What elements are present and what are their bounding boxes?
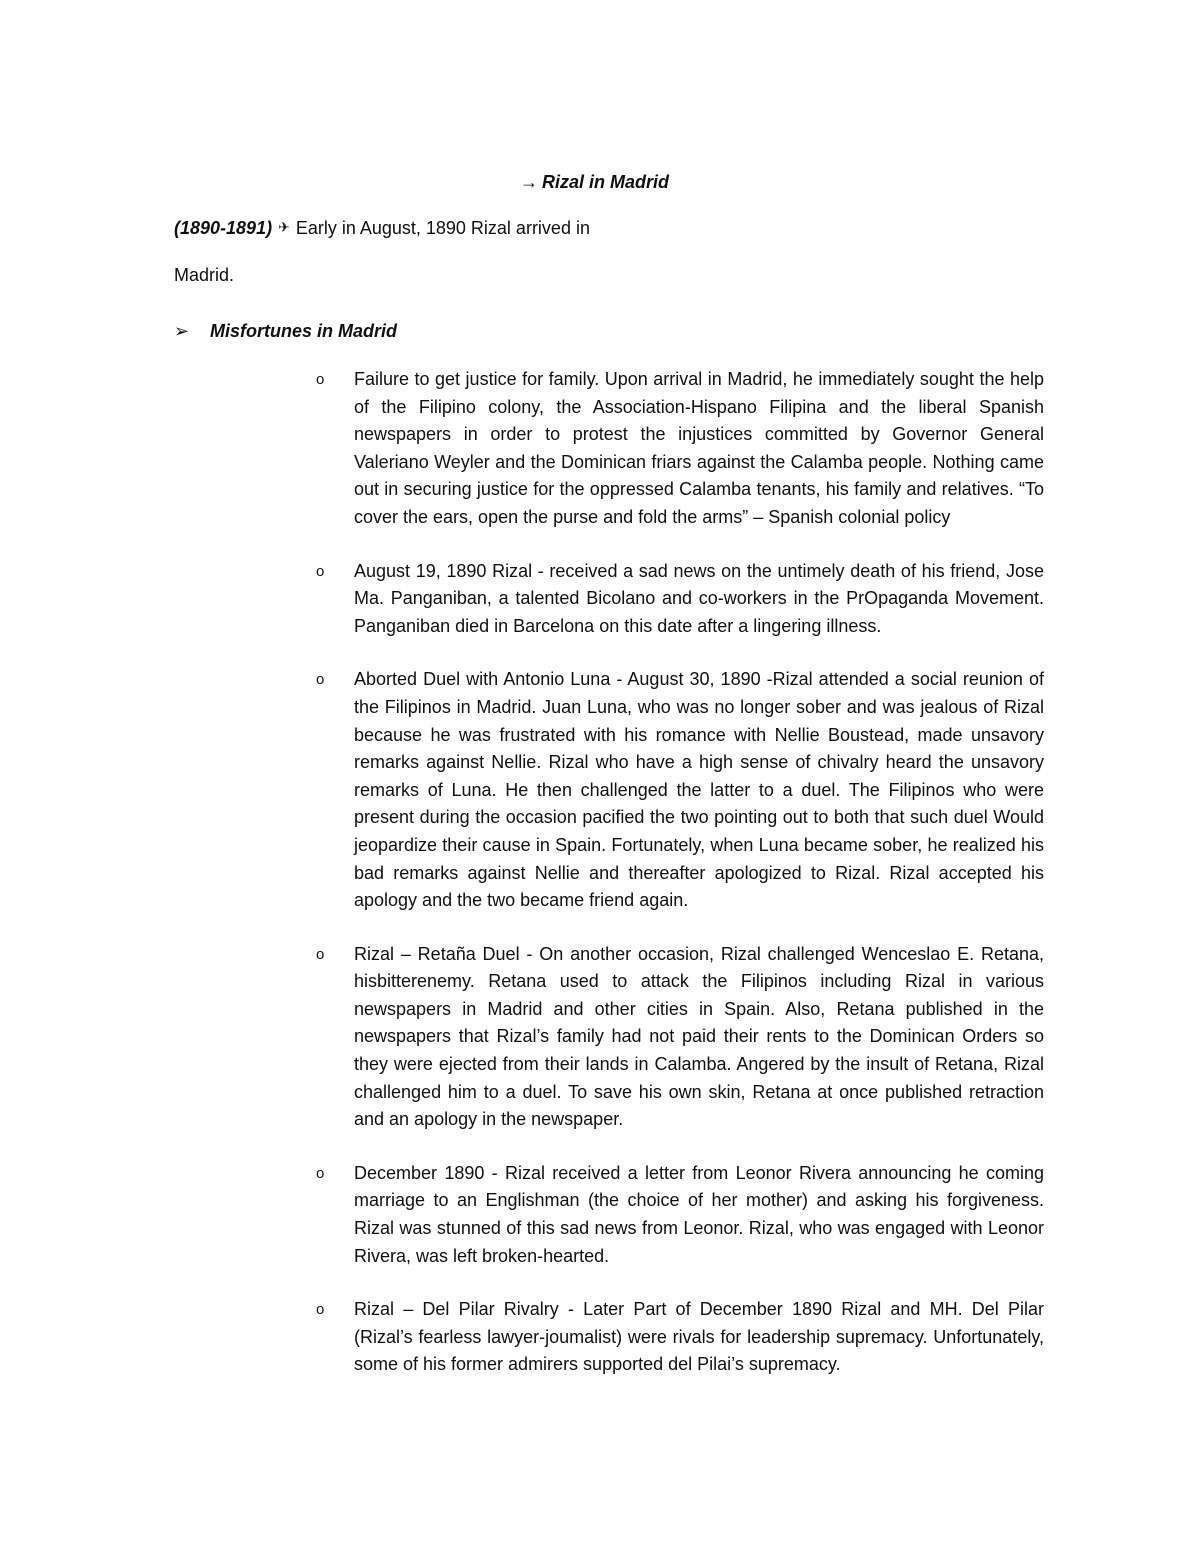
circle-bullet-icon: o xyxy=(316,671,325,689)
list-item xyxy=(316,1160,1044,1270)
list-item-text: Rizal – Del Pilar Rivalry - Later Part of December 1890 Rizal and MH. Del Pilar (Rizal’s fearless lawyer-joumalist) were rivals for leadership supremacy. Unfortunately, some of his former admirers supported del Pilai’s supremacy. xyxy=(354,1299,1044,1375)
arrowhead-bullet-icon: ➢ xyxy=(174,321,190,341)
intro-text: Early in August, 1890 Rizal arrived in xyxy=(295,218,590,238)
list-item xyxy=(316,666,1044,914)
misfortunes-list xyxy=(316,366,1044,1405)
airplane-icon: ✈ xyxy=(278,219,290,235)
list-item-text: Aborted Duel with Antonio Luna - August 30, 1890 -Rizal attended a social reunion of the Filipinos in Madrid. Juan Luna, who was no longer sober and was jealous of Rizal because he was frustrated with his romance with Nellie Boustead, made unsavory remarks against Nellie. Rizal who have a high sense of chivalry heard the unsavory remarks of Luna. He then challenged the latter to a duel. The Filipinos who were present during the occasion pacified the two pointing out to both that such duel Would jeopardize their cause in Spain. Fortunately, when Luna became sober, he realized his bad remarks against Nellie and thereafter apologized to Rizal. Rizal accepted his apology and the two became friend again. xyxy=(354,669,1044,911)
list-item xyxy=(316,941,1044,1134)
list-item xyxy=(316,1296,1044,1379)
list-item xyxy=(316,366,1044,532)
circle-bullet-icon: o xyxy=(316,562,325,580)
circle-bullet-icon: o xyxy=(316,1164,325,1182)
list-item-text: Failure to get justice for family. Upon arrival in Madrid, he immediately sought the help of the Filipino colony, the Association-Hispano Filipina and the liberal Spanish newspapers in order to protest the injustices committed by Governor General Valeriano Weyler and the Dominican friars against the Calamba people. Nothing came out in securing justice for the oppressed Calamba tenants, his family and relatives. “To cover the ears, open the purse and fold the arms” – Spanish colonial policy xyxy=(354,369,1044,527)
section-heading-text: Misfortunes in Madrid xyxy=(210,321,398,341)
list-item-text: December 1890 - Rizal received a letter from Leonor Rivera announcing he coming marriage to an Englishman (the choice of her mother) and asking his forgiveness. Rizal was stunned of this sad news from Leonor. Rizal, who was engaged with Leonor Rivera, was left broken-hearted. xyxy=(354,1162,1044,1266)
list-item-text: Rizal – Retaña Duel - On another occasion, Rizal challenged Wenceslao E. Retana, hisbitterenemy. Retana used to attack the Filipinos including Rizal in various newspapers in Madrid and other cities in Spain. Also, Retana published in the newspapers that Rizal’s family had not paid their rents to the Dominican Orders so they were ejected from their lands in Calamba. Angered by the insult of Retana, Rizal challenged him to a duel. To save his own skin, Retana at once published retraction and an apology in the newspaper. xyxy=(354,943,1044,1130)
intro-line xyxy=(174,218,590,239)
page-title-text: Rizal in Madrid xyxy=(542,172,670,192)
intro-continuation: Madrid. xyxy=(174,265,235,285)
section-heading xyxy=(174,321,397,342)
circle-bullet-icon: o xyxy=(316,371,325,388)
intro-years: (1890-1891) xyxy=(174,218,273,238)
right-arrow-icon: → xyxy=(520,172,538,192)
circle-bullet-icon: o xyxy=(316,1301,325,1319)
list-item-text: August 19, 1890 Rizal - received a sad news on the untimely death of his friend, Jose Ma. Panganiban, a talented Bicolano and co-workers in the PrOpaganda Movement. Panganiban died in Barcelona on this date after a lingering illness. xyxy=(354,560,1044,636)
page-title xyxy=(520,172,669,193)
circle-bullet-icon: o xyxy=(316,945,325,963)
list-item xyxy=(316,558,1044,641)
